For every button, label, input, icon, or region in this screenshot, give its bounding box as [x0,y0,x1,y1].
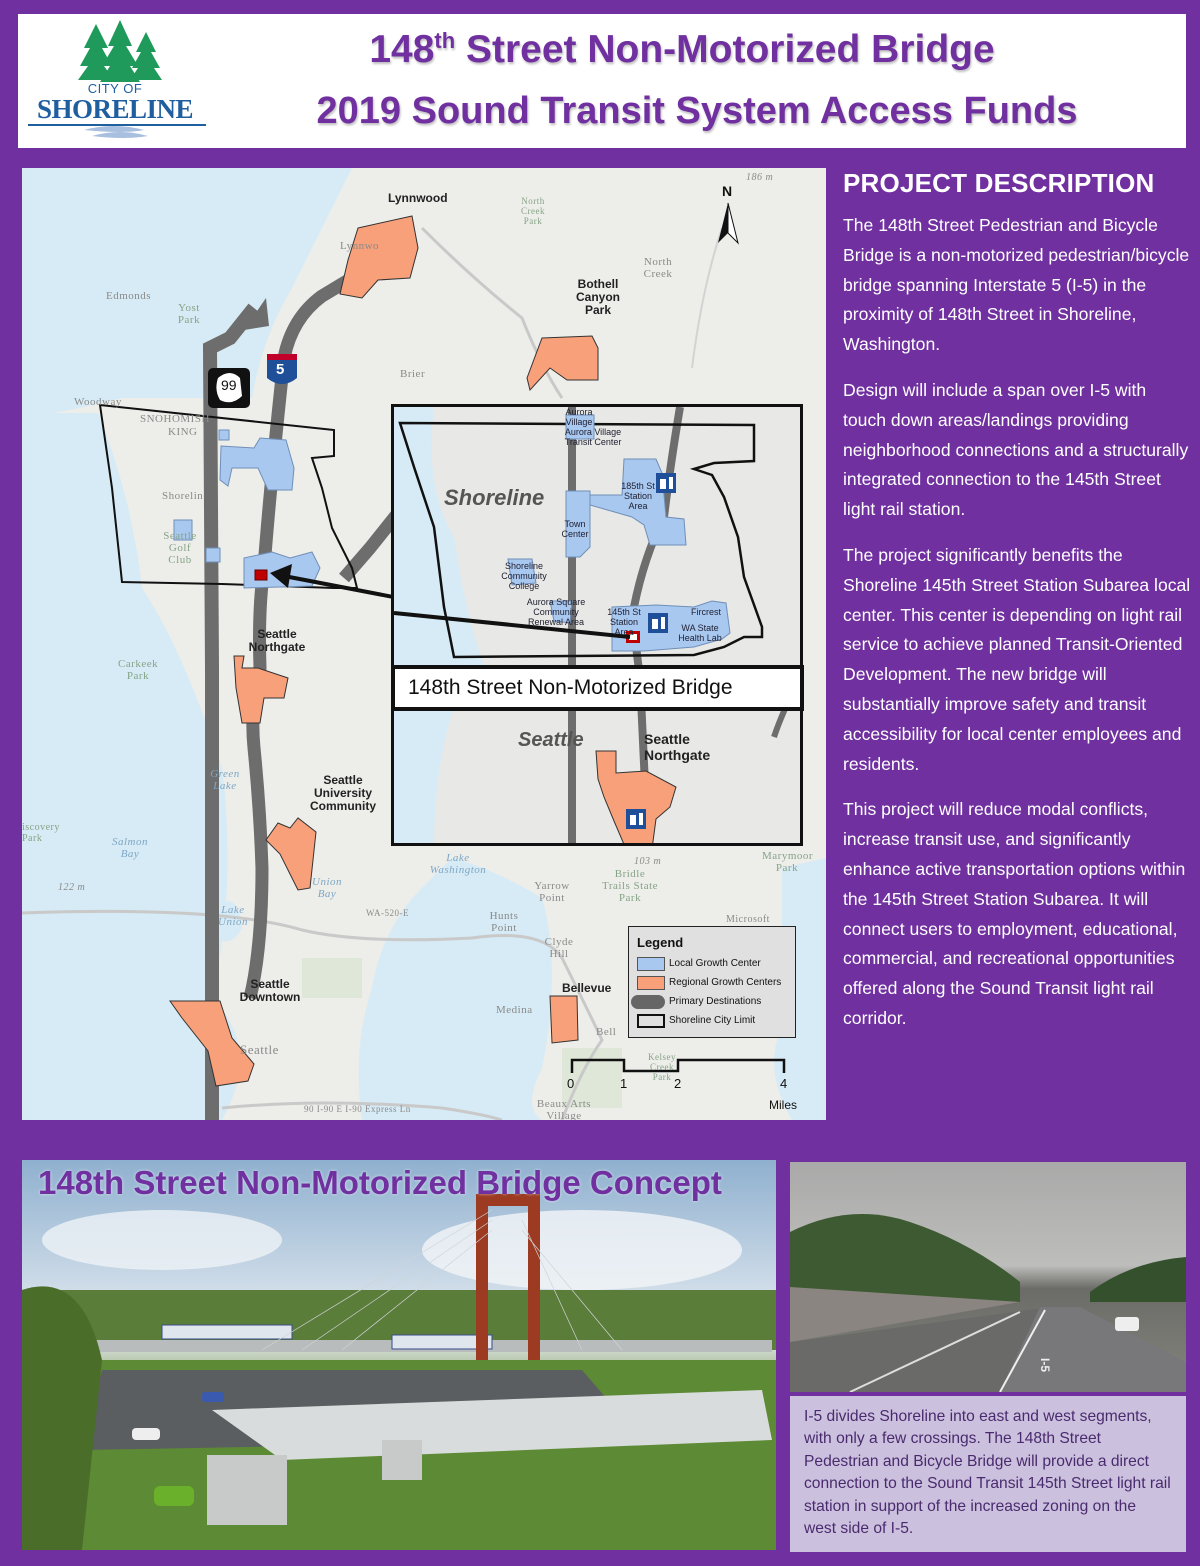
highway-illustration [790,1162,1186,1392]
legend-item-local-growth: Local Growth Center [637,954,787,973]
shoreline-inset-map [391,404,803,846]
legend-swatch-regional [637,976,665,990]
i5-highway-photo [790,1162,1186,1392]
label-snohomish: SNOHOMISH [140,413,210,425]
inset-label-scc: Shoreline Community College [501,561,547,591]
sr99-shield-label: 99 [221,377,237,393]
inset-label-town-center: Town Center [561,519,589,539]
regional-map [22,168,826,1120]
label-north-creek-park: North Creek Park [521,196,545,226]
dest-lynnwood: Lynnwood [388,191,448,205]
label-edmonds: Edmonds [106,290,152,302]
label-seattle-golf-club: Seattle Golf Club [163,530,197,566]
scale-tick-1: 1 [620,1076,628,1091]
inset-base [394,407,803,846]
project-description [843,168,1193,1050]
i5-pavement-marking: I-5 [1038,1357,1053,1373]
inset-label-seattle-northgate: Seattle Northgate [644,731,711,763]
legend-item-regional-growth: Regional Growth Centers [637,973,787,992]
label-wa520: WA-520-E [366,908,409,918]
label-yarrow-point: Yarrow Point [534,880,570,904]
legend-title: Legend [637,935,684,950]
inset-label-185th-station: 185th St Station Area [621,481,655,511]
label-beaux-arts: Beaux Arts Village [536,1098,592,1120]
map-legend [628,926,796,1038]
north-arrow-icon [714,183,744,253]
label-marymoor-park: Marymoor Park [762,850,814,874]
dest-seattle-northgate: Seattle Northgate [248,627,306,654]
legend-swatch-local [637,957,665,971]
legend-item-city-limit: Shoreline City Limit [637,1011,787,1030]
label-elev-186: 186 m [746,172,774,183]
scale-tick-0: 0 [567,1076,575,1091]
label-microsoft: Microsoft [726,914,770,925]
label-i90: 90 I-90 E I-90 Express Ln [304,1104,411,1114]
page-subtitle: 2019 Sound Transit System Access Funds [316,90,1078,132]
inset-label-fircrest: Fircrest [691,607,721,617]
inset-label-aurora-village-tc: Aurora Village Transit Center [564,427,622,447]
legend-item-primary-destinations: Primary Destinations [637,992,787,1011]
label-salmon-bay: Salmon Bay [112,836,148,860]
description-paragraph: The 148th Street Pedestrian and Bicycle Bridge is a non-motorized pedestrian/bicycle bridge spanning Interstate 5 (I-5) in the proximity of 148th Street in Shoreline, Washington. [843,215,1190,355]
dest-bellevue: Bellevue [562,981,612,995]
label-woodway: Woodway [74,396,122,408]
label-brier: Brier [400,368,426,380]
north-arrow: N [714,183,744,253]
dest-seattle-university: Seattle University Community [310,773,376,813]
label-elev-103: 103 m [634,856,662,867]
description-paragraph: The project significantly benefits the Shoreline 145th Street Station Subarea local center. This center is depending on light rail service to achieve planned Transit-Oriented Development. The new bridge will substantially improve safety and transit accessibility for local center employees and residents. [843,544,1191,774]
label-yost-park: Yost Park [177,302,201,326]
dest-bothell-canyon-park: Bothell Canyon Park [575,277,620,317]
scale-tick-2: 2 [674,1076,682,1091]
scale-tick-4: 4 [780,1076,788,1091]
scale-unit: Miles [769,1098,798,1112]
logo-city-of: CITY OF [87,81,143,96]
label-shoreline-base: Shorelin [162,490,204,502]
inset-label-shoreline: Shoreline [444,485,545,510]
header-banner [18,14,1186,148]
description-paragraph: This project will reduce modal conflicts, increase transit use, and significantly enhance active transportation options within the 145th Street Station Subarea. It will connect users to employment, educational, commercial, and recreational opportunities offered along the Sound Transit light rail corridor. [843,799,1186,1028]
inset-label-wa-health-lab: WA State Health Lab [678,623,722,643]
label-lake-union: Lake Union [218,904,248,928]
concept-illustration [22,1160,776,1550]
label-lake-washington: Lake Washington [429,852,487,876]
logo-shoreline: SHORELINE [36,94,194,124]
label-seattle-base: Seattle [240,1042,279,1057]
description-paragraph: Design will include a span over I-5 with touch down areas/landings providing neighborhood connections and a structurally integrated connection to the 145th Street light rail station. [843,379,1189,520]
bridge-callout: 148th Street Non-Motorized Bridge [391,665,804,711]
label-bridle-trails: Bridle Trails State Park [602,868,659,904]
page-title: 148th Street Non-Motorized Bridge [369,28,995,71]
label-medina: Medina [496,1004,533,1016]
bridge-concept-rendering [22,1160,776,1550]
photo-caption: I-5 divides Shoreline into east and west segments, with only a few crossings. The 148th Street Pedestrian and Bicycle Bridge will provide a direct connection to the Sound Transit 145th Street light rail station in support of the increased zoning on the west side of I-5. [790,1396,1186,1552]
dest-seattle-downtown: Seattle Downtown [239,977,301,1004]
legend-swatch-city-limit [637,1014,665,1028]
label-north-creek: North Creek [643,256,673,280]
label-lynnwood-base: Lynnwo [340,240,380,252]
inset-label-seattle: Seattle [518,729,584,751]
label-elev-122: 122 m [58,882,86,893]
label-green-lake: Green Lake [210,768,240,792]
label-hunts-point: Hunts Point [489,910,519,934]
i5-shield-label: 5 [276,361,285,378]
label-kelsey-creek: Kelsey Creek Park [648,1052,676,1082]
label-clyde-hill: Clyde Hill [544,936,574,960]
inset-label-145th-station: 145th St Station Area [607,607,641,637]
inset-label-aurora-square: Aurora Square Community Renewal Area [526,597,586,627]
label-union-bay: Union Bay [312,876,342,900]
label-carkeek-park: Carkeek Park [118,658,159,682]
description-title: PROJECT DESCRIPTION [843,168,1155,198]
scale-bar [565,1056,798,1116]
label-discovery-park: iscovery Park [22,822,60,844]
concept-title: 148th Street Non-Motorized Bridge Concept [38,1164,722,1201]
inset-label-aurora-village: Aurora Village [565,407,593,427]
label-king: KING [168,426,198,438]
label-bellevue-base: Bell [596,1026,617,1038]
logo-underline [28,124,206,126]
city-of-shoreline-logo [24,18,206,144]
legend-swatch-primary [631,995,665,1009]
